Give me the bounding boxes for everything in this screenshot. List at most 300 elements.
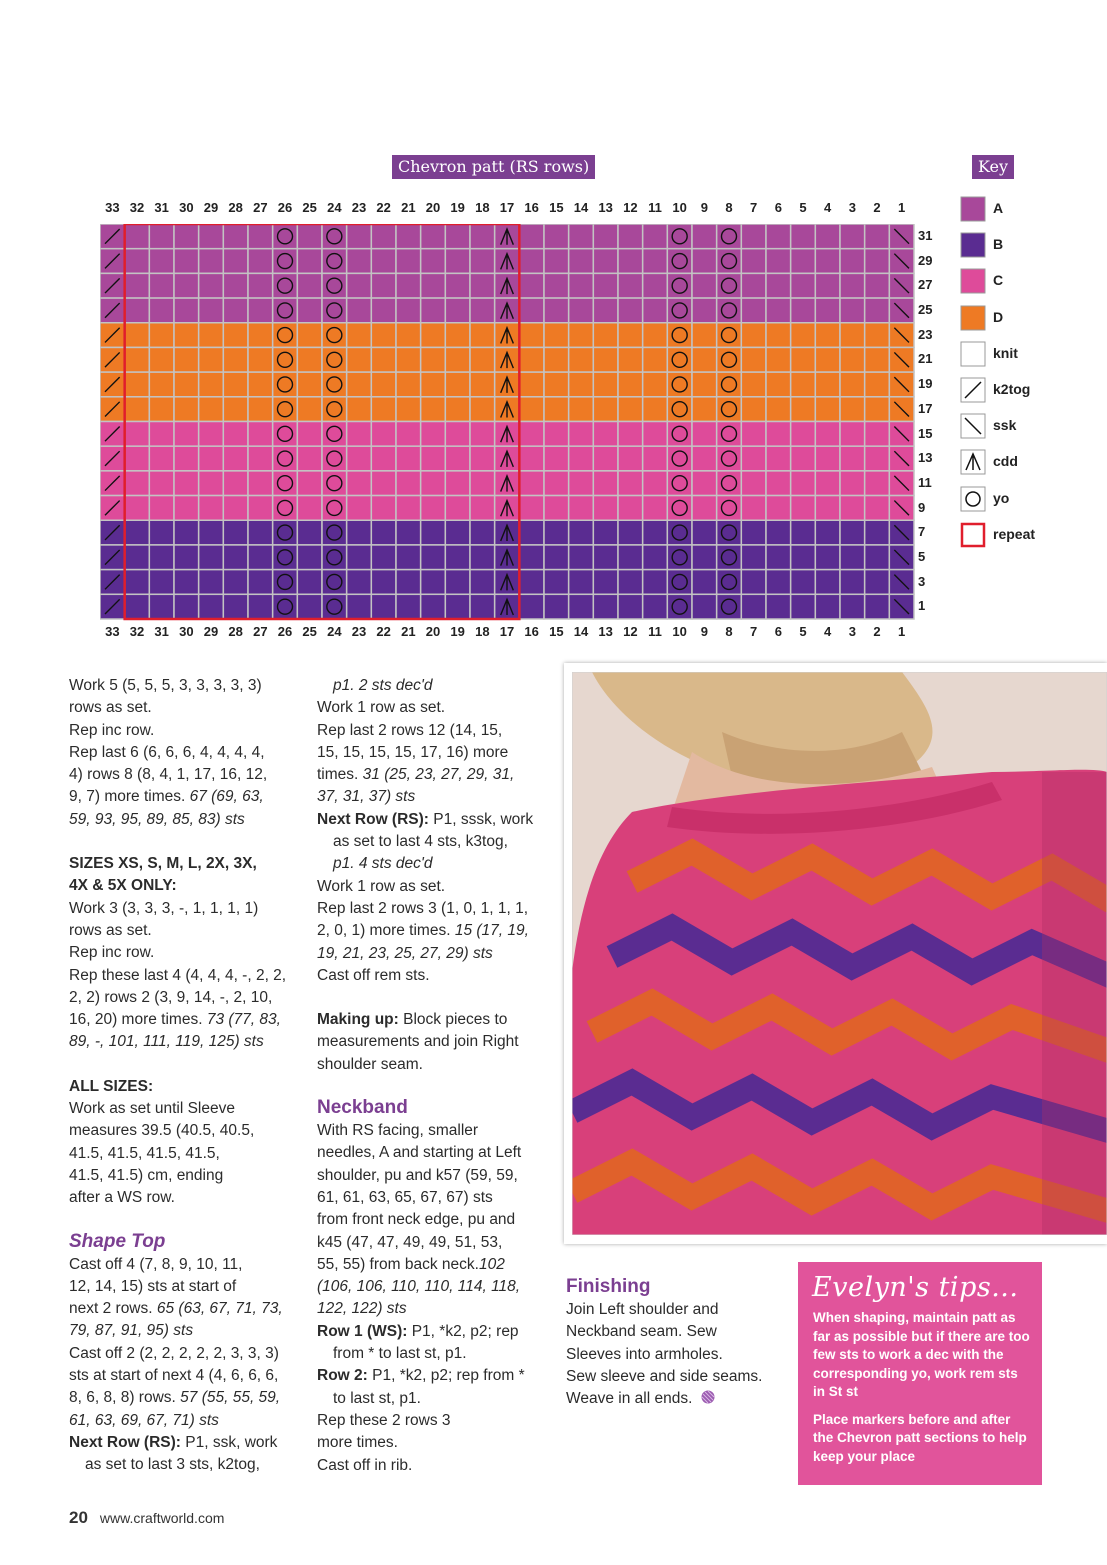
column-number: 23	[351, 200, 367, 215]
chart-cell	[519, 594, 544, 619]
chart-cell	[840, 471, 865, 496]
chart-cell	[618, 520, 643, 545]
chart-cell	[692, 570, 717, 595]
stitch-count-text: 61, 63, 69, 67, 71) sts	[69, 1411, 219, 1429]
chart-cell	[421, 323, 446, 348]
column-number: 6	[774, 200, 782, 215]
text-line: k45 (47, 47, 49, 49, 51, 53,	[317, 1233, 503, 1251]
chart-cell	[544, 496, 569, 521]
text-line: Rep last 2 rows 3 (1, 0, 1, 1, 1,	[317, 899, 529, 917]
chart-cell	[149, 249, 174, 274]
chart-cell	[766, 372, 791, 397]
chart-cell	[396, 520, 421, 545]
text-line: as set to last 4 sts, k3tog,	[333, 833, 508, 851]
chart-cell	[618, 594, 643, 619]
chart-cell	[248, 471, 273, 496]
chart-cell	[692, 273, 717, 298]
chart-cell	[248, 323, 273, 348]
chart-cell	[125, 249, 150, 274]
stitch-count: 15 (17, 19,	[454, 922, 529, 940]
column-number: 16	[524, 624, 539, 639]
chart-cell	[569, 347, 594, 372]
chart-cell	[273, 347, 298, 372]
chart-cell	[199, 347, 224, 372]
chart-cell	[865, 446, 890, 471]
chart-cell	[569, 249, 594, 274]
chart-cell	[149, 594, 174, 619]
chart-cell	[125, 372, 150, 397]
yarn-ball-icon	[701, 1390, 715, 1404]
column-number: 25	[302, 200, 317, 215]
column-number: 7	[750, 200, 758, 215]
chart-cell	[174, 496, 199, 521]
chart-cell	[273, 422, 298, 447]
row-number: 13	[918, 450, 933, 466]
stitch-count-text: 122, 122) sts	[317, 1300, 407, 1318]
chart-cell	[840, 446, 865, 471]
chart-cell	[717, 520, 742, 545]
chart-cell	[322, 496, 347, 521]
chart-cell	[445, 273, 470, 298]
chart-cell	[125, 496, 150, 521]
column-number: 26	[277, 200, 293, 215]
text-line: from * to last st, p1.	[333, 1345, 467, 1363]
stitch-count: 73 (77, 83,	[206, 1011, 281, 1029]
stitch-count-text: 37, 31, 37) sts	[317, 788, 416, 806]
chart-cell	[815, 545, 840, 570]
chart-cell	[667, 446, 692, 471]
stitch-count-text: 59, 93, 95, 89, 85, 83) sts	[69, 810, 245, 828]
text-line	[566, 1388, 791, 1410]
chart-cell	[371, 471, 396, 496]
chart-cell	[445, 347, 470, 372]
text-line: as set to last 3 sts, k2tog,	[85, 1456, 260, 1474]
chart-cell	[174, 249, 199, 274]
stitch-count: 31 (25, 23, 27, 29, 31,	[362, 766, 515, 784]
chart-cell	[618, 347, 643, 372]
chart-cell	[396, 298, 421, 323]
chart-cell	[371, 397, 396, 422]
chart-cell	[297, 273, 322, 298]
chart-cell	[322, 545, 347, 570]
chart-cell	[815, 273, 840, 298]
text-line: With RS facing, smaller	[317, 1122, 479, 1140]
chart-cell	[421, 298, 446, 323]
chart-cell	[421, 249, 446, 274]
chart-cell	[445, 545, 470, 570]
text-line	[317, 853, 557, 875]
chart-cell	[840, 570, 865, 595]
chart-cell	[297, 471, 322, 496]
chart-cell	[470, 520, 495, 545]
column-number: 17	[499, 200, 515, 215]
text-line: Cast off rem sts.	[317, 966, 430, 984]
chart-cell	[470, 224, 495, 249]
chart-cell	[791, 347, 816, 372]
chart-cell	[569, 570, 594, 595]
column-number: 2	[873, 200, 881, 215]
chart-cell	[593, 298, 618, 323]
text-line: Rep last 2 rows 12 (14, 15,	[317, 721, 503, 739]
chart-cell	[717, 570, 742, 595]
chart-cell	[223, 570, 248, 595]
chart-cell	[593, 471, 618, 496]
column-number: 24	[327, 624, 342, 639]
chart-cell	[766, 397, 791, 422]
chart-cell	[125, 397, 150, 422]
text-line: Work 5 (5, 5, 5, 3, 3, 3, 3, 3)	[69, 677, 262, 694]
chart-cell	[865, 570, 890, 595]
text-line	[317, 920, 557, 942]
chart-cell	[445, 471, 470, 496]
chart-cell	[149, 570, 174, 595]
chevron-chart	[100, 224, 920, 622]
chart-cell	[815, 224, 840, 249]
chart-cell	[791, 397, 816, 422]
column-number: 1	[898, 624, 906, 639]
chart-cell	[741, 372, 766, 397]
chart-cell	[840, 594, 865, 619]
chart-cell	[371, 496, 396, 521]
row-number: 3	[918, 573, 926, 589]
chart-cell	[643, 422, 668, 447]
chart-cell	[766, 496, 791, 521]
column-number: 3	[848, 624, 856, 639]
text-column-2	[317, 675, 557, 1477]
chart-cell	[643, 570, 668, 595]
text-line: measures 39.5 (40.5, 40.5,	[69, 1122, 255, 1140]
chart-cell	[692, 249, 717, 274]
key-label: B	[993, 236, 1004, 253]
column-number: 4	[824, 624, 832, 639]
row-number: 17	[918, 400, 933, 416]
column-number: 20	[425, 624, 441, 639]
column-number: 10	[672, 200, 687, 215]
chart-cell	[544, 422, 569, 447]
chart-cell	[199, 298, 224, 323]
chart-cell	[519, 273, 544, 298]
chart-cell	[470, 298, 495, 323]
text-line: Cast off 4 (7, 8, 9, 10, 11,	[69, 1255, 243, 1273]
chart-cell	[396, 496, 421, 521]
chart-cell	[371, 249, 396, 274]
chart-cell	[223, 520, 248, 545]
chart-cell	[125, 545, 150, 570]
chart-cell	[840, 347, 865, 372]
chart-cell	[174, 594, 199, 619]
chart-cell	[865, 273, 890, 298]
chart-cell	[371, 545, 396, 570]
chart-cell	[199, 471, 224, 496]
column-number: 3	[848, 200, 856, 215]
chart-cell	[421, 347, 446, 372]
chart-cell	[322, 273, 347, 298]
chart-cell	[273, 249, 298, 274]
chart-cell	[569, 496, 594, 521]
column-number: 9	[700, 624, 708, 639]
chart-cell	[593, 496, 618, 521]
chart-cell	[396, 471, 421, 496]
row-number: 21	[918, 351, 933, 367]
row-number: 23	[918, 326, 933, 342]
chart-cell	[223, 347, 248, 372]
chart-cell	[445, 249, 470, 274]
tip-text: Place markers before and after the Chevron patt sections to help keep your place	[813, 1411, 1027, 1464]
text-line: Neckband seam. Sew	[566, 1323, 717, 1341]
chart-cell	[815, 520, 840, 545]
chart-cell	[470, 249, 495, 274]
color-swatch	[960, 232, 986, 258]
chart-cell	[519, 570, 544, 595]
chart-cell	[223, 545, 248, 570]
chart-cell	[815, 496, 840, 521]
chart-cell	[149, 520, 174, 545]
chart-cell	[149, 224, 174, 249]
stitch-count	[317, 1276, 557, 1298]
row-label: Next Row (RS):	[69, 1433, 181, 1451]
chart-cell	[371, 422, 396, 447]
chart-cell	[717, 397, 742, 422]
text-line: Sew sleeve and side seams.	[566, 1367, 763, 1385]
column-number: 20	[425, 200, 441, 215]
column-number: 17	[499, 624, 515, 639]
chart-cell	[248, 570, 273, 595]
chart-cell	[174, 347, 199, 372]
text-line: measurements and join Right	[317, 1033, 519, 1051]
chart-cell	[273, 496, 298, 521]
column-number: 18	[475, 624, 490, 639]
chart-cell	[248, 545, 273, 570]
chart-cell	[322, 471, 347, 496]
row-numbers	[918, 224, 948, 619]
chart-cell	[618, 471, 643, 496]
stitch-count: 57 (55, 55, 59,	[180, 1389, 281, 1407]
column-number: 11	[648, 624, 662, 639]
color-swatch	[960, 305, 986, 331]
text-line: 41.5, 41.5) cm, ending	[69, 1166, 224, 1184]
column-number: 8	[725, 200, 733, 215]
row-number: 31	[918, 228, 933, 243]
chart-cell	[593, 397, 618, 422]
chart-cell	[322, 397, 347, 422]
text-line: needles, A and starting at Left	[317, 1144, 522, 1162]
chart-cell	[273, 273, 298, 298]
text-run: 16, 20) more times.	[69, 1011, 207, 1029]
chart-cell	[519, 446, 544, 471]
text-line: 4) rows 8 (8, 4, 1, 17, 16, 12,	[69, 766, 268, 784]
column-number: 15	[549, 624, 564, 639]
chart-cell	[865, 594, 890, 619]
column-number: 1	[898, 200, 906, 215]
chart-cell	[149, 298, 174, 323]
chart-cell	[791, 273, 816, 298]
column-number: 30	[179, 624, 194, 639]
chart-cell	[815, 397, 840, 422]
chart-cell	[741, 471, 766, 496]
chart-cell	[248, 298, 273, 323]
chart-cell	[692, 372, 717, 397]
chart-cell	[347, 545, 372, 570]
chart-cell	[396, 422, 421, 447]
chart-cell	[667, 422, 692, 447]
key-label: k2tog	[993, 381, 1031, 397]
chart-cell	[125, 298, 150, 323]
chart-cell	[297, 224, 322, 249]
chart-cell	[569, 397, 594, 422]
chart-cell	[692, 397, 717, 422]
stitch-count-text: 89, -, 101, 111, 119, 125) sts	[69, 1033, 264, 1051]
chart-cell	[149, 397, 174, 422]
tip-text: When shaping, maintain patt as far as possible but if there are too few sts to work a dec with the corresponding yo, work rem sts in St st	[813, 1310, 1030, 1399]
chart-cell	[741, 323, 766, 348]
stitch-count	[317, 943, 557, 965]
column-number: 25	[302, 624, 317, 639]
chart-cell	[199, 224, 224, 249]
chart-cell	[470, 347, 495, 372]
stitch-count	[69, 1320, 309, 1342]
text-run: next 2 rows.	[69, 1300, 157, 1318]
chart-cell	[322, 372, 347, 397]
chart-cell	[519, 520, 544, 545]
chart-cell	[865, 397, 890, 422]
text-line	[317, 1254, 557, 1276]
chart-cell	[273, 520, 298, 545]
column-number: 19	[450, 200, 465, 215]
chart-cell	[149, 273, 174, 298]
text-line: Rep these last 4 (4, 4, 4, -, 2, 2,	[69, 966, 287, 984]
chart-cell	[445, 422, 470, 447]
column-number: 27	[253, 624, 268, 639]
chart-cell	[470, 570, 495, 595]
chart-title: Chevron patt (RS rows)	[392, 155, 595, 179]
chart-cell	[297, 520, 322, 545]
text-line: after a WS row.	[69, 1189, 175, 1207]
row-number: 5	[918, 548, 926, 564]
chart-cell	[717, 446, 742, 471]
chart-cell	[618, 224, 643, 249]
cdd-symbol-icon	[960, 449, 986, 475]
column-number: 7	[750, 624, 758, 639]
chart-cell	[248, 372, 273, 397]
chart-cell	[717, 323, 742, 348]
chart-cell	[593, 446, 618, 471]
key-label: repeat	[993, 525, 1036, 542]
text-run: 9, 7) more times.	[69, 788, 190, 806]
chart-cell	[248, 594, 273, 619]
chart-cell	[174, 570, 199, 595]
chart-cell	[741, 249, 766, 274]
chart-cell	[149, 422, 174, 447]
chart-cell	[322, 446, 347, 471]
text-line	[317, 764, 557, 786]
chart-cell	[470, 471, 495, 496]
chart-cell	[643, 471, 668, 496]
chart-cell	[519, 323, 544, 348]
text-line: sts at start of next 4 (4, 6, 6, 6,	[69, 1367, 279, 1385]
chart-cell	[445, 298, 470, 323]
chart-cell	[643, 496, 668, 521]
column-number: 32	[129, 624, 145, 639]
chart-cell	[815, 323, 840, 348]
tips-title: Evelyn's tips...	[812, 1272, 1019, 1303]
chart-cell	[766, 471, 791, 496]
column-number: 15	[549, 200, 564, 215]
text-line: more times.	[317, 1434, 398, 1452]
chart-cell	[248, 520, 273, 545]
chart-cell	[421, 224, 446, 249]
knit-symbol-icon	[960, 341, 986, 367]
chart-cell	[815, 446, 840, 471]
chart-cell	[273, 298, 298, 323]
text-line: Join Left shoulder and	[566, 1301, 719, 1318]
stitch-count: 65 (63, 67, 71, 73,	[156, 1300, 283, 1318]
chart-cell	[766, 446, 791, 471]
chart-cell	[371, 347, 396, 372]
column-number: 28	[228, 200, 243, 215]
chart-cell	[593, 323, 618, 348]
chart-cell	[149, 471, 174, 496]
chart-cell	[865, 372, 890, 397]
chart-cell	[766, 273, 791, 298]
chart-cell	[149, 347, 174, 372]
chart-cell	[569, 273, 594, 298]
chart-cell	[396, 446, 421, 471]
chart-cell	[667, 471, 692, 496]
chart-cell	[347, 422, 372, 447]
chart-cell	[248, 446, 273, 471]
chart-cell	[569, 323, 594, 348]
text-line: Work 1 row as set.	[317, 877, 446, 895]
chart-cell	[766, 520, 791, 545]
chart-cell	[815, 298, 840, 323]
text-line: Cast off 2 (2, 2, 2, 2, 2, 3, 3, 3)	[69, 1344, 279, 1362]
chart-cell	[371, 570, 396, 595]
chart-cell	[791, 446, 816, 471]
chart-cell	[741, 446, 766, 471]
column-number: 4	[824, 200, 832, 215]
row-number: 27	[918, 277, 933, 293]
chart-cell	[322, 224, 347, 249]
chart-cell	[593, 224, 618, 249]
chart-cell	[544, 224, 569, 249]
chart-cell	[297, 496, 322, 521]
row-number: 7	[918, 524, 926, 540]
column-number: 19	[450, 624, 465, 639]
chart-cell	[519, 545, 544, 570]
column-number: 24	[327, 200, 342, 215]
chart-cell	[692, 520, 717, 545]
chart-cell	[569, 224, 594, 249]
column-numbers-top	[100, 200, 914, 220]
chart-cell	[396, 249, 421, 274]
sweater-photo	[572, 672, 1107, 1235]
column-number: 29	[203, 200, 219, 215]
chart-cell	[174, 273, 199, 298]
chart-cell	[174, 298, 199, 323]
chart-cell	[297, 249, 322, 274]
chart-cell	[618, 496, 643, 521]
column-number: 6	[774, 624, 782, 639]
column-number: 31	[154, 200, 169, 215]
chart-cell	[544, 446, 569, 471]
chart-cell	[470, 594, 495, 619]
chart-cell	[791, 298, 816, 323]
chart-cell	[174, 545, 199, 570]
chart-cell	[297, 570, 322, 595]
column-number: 11	[648, 200, 662, 215]
chart-cell	[593, 594, 618, 619]
chart-cell	[445, 496, 470, 521]
